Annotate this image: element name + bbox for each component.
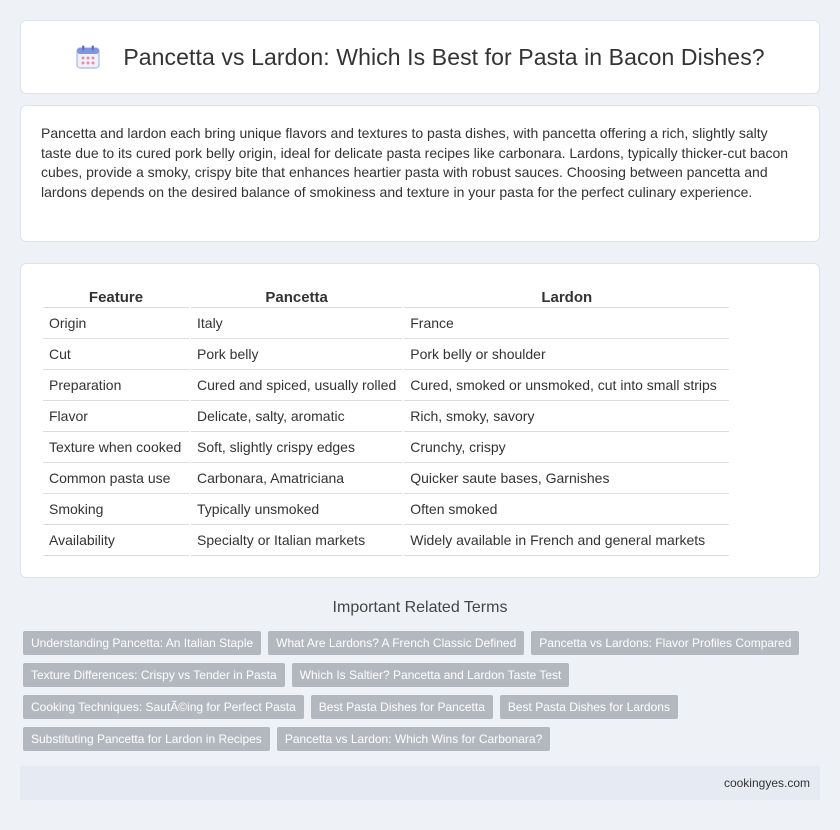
comparison-table: [41, 284, 731, 556]
table-cell: Italy: [191, 308, 402, 339]
related-terms-tags: [23, 631, 803, 759]
tag-row: [23, 727, 803, 751]
related-term-tag[interactable]: Which Is Saltier? Pancetta and Lardon Taste Test: [292, 663, 570, 687]
related-term-tag[interactable]: Pancetta vs Lardons: Flavor Profiles Compared: [531, 631, 799, 655]
related-term-tag[interactable]: Best Pasta Dishes for Lardons: [500, 695, 678, 719]
header-card: [20, 20, 820, 94]
related-term-tag[interactable]: Texture Differences: Crispy vs Tender in Pasta: [23, 663, 285, 687]
table-row: [43, 339, 729, 370]
table-cell: Pork belly or shoulder: [404, 339, 729, 370]
table-cell: Common pasta use: [43, 463, 189, 494]
related-term-tag[interactable]: Understanding Pancetta: An Italian Staple: [23, 631, 261, 655]
table-row: [43, 370, 729, 401]
table-cell: Cured, smoked or unsmoked, cut into small strips: [404, 370, 729, 401]
table-header-lardon: Lardon: [404, 284, 729, 308]
table-cell: Availability: [43, 525, 189, 556]
footer: [20, 766, 820, 800]
table-row: [43, 308, 729, 339]
table-header-row: [43, 284, 729, 308]
tag-row: [23, 631, 803, 655]
table-cell: France: [404, 308, 729, 339]
table-cell: Texture when cooked: [43, 432, 189, 463]
table-cell: Often smoked: [404, 494, 729, 525]
table-cell: Soft, slightly crispy edges: [191, 432, 402, 463]
table-cell: Typically unsmoked: [191, 494, 402, 525]
table-cell: Flavor: [43, 401, 189, 432]
table-cell: Origin: [43, 308, 189, 339]
related-term-tag[interactable]: Best Pasta Dishes for Pancetta: [311, 695, 493, 719]
related-term-tag[interactable]: Cooking Techniques: SautÃ©ing for Perfect Pasta: [23, 695, 304, 719]
table-cell: Carbonara, Amatriciana: [191, 463, 402, 494]
table-row: [43, 494, 729, 525]
table-cell: Cut: [43, 339, 189, 370]
table-cell: Rich, smoky, savory: [404, 401, 729, 432]
table-row: [43, 525, 729, 556]
table-cell: Delicate, salty, aromatic: [191, 401, 402, 432]
table-row: [43, 463, 729, 494]
table-cell: Widely available in French and general markets: [404, 525, 729, 556]
related-term-tag[interactable]: What Are Lardons? A French Classic Defined: [268, 631, 524, 655]
table-row: [43, 432, 729, 463]
page-title: Pancetta vs Lardon: Which Is Best for Pasta in Bacon Dishes?: [123, 43, 765, 70]
table-header-feature: Feature: [43, 284, 189, 308]
tag-row: [23, 663, 803, 687]
related-term-tag[interactable]: Substituting Pancetta for Lardon in Recipes: [23, 727, 270, 751]
intro-text: Pancetta and lardon each bring unique flavors and textures to pasta dishes, with pancetta offering a rich, slightly salty taste due to its cured pork belly origin, ideal for delicate pasta recipes like carbonara. Lardons, typically thicker-cut bacon cubes, provide a smoky, crispy bite that enhances heartier pasta with robust sauces. Choosing between pancetta and lardons depends on the desired balance of smokiness and texture in your pasta for the perfect culinary experience.: [41, 125, 789, 200]
tag-row: [23, 695, 803, 719]
table-cell: Preparation: [43, 370, 189, 401]
footer-site-name: cookingyes.com: [723, 776, 810, 790]
related-terms-title: Important Related Terms: [332, 599, 508, 616]
table-cell: Cured and spiced, usually rolled: [191, 370, 402, 401]
table-cell: Smoking: [43, 494, 189, 525]
table-cell: Specialty or Italian markets: [191, 525, 402, 556]
related-term-tag[interactable]: Pancetta vs Lardon: Which Wins for Carbonara?: [277, 727, 550, 751]
comparison-table-card: [20, 263, 820, 578]
table-cell: Quicker saute bases, Garnishes: [404, 463, 729, 494]
table-cell: Crunchy, crispy: [404, 432, 729, 463]
table-row: [43, 401, 729, 432]
calendar-icon: [75, 44, 101, 70]
table-cell: Pork belly: [191, 339, 402, 370]
table-header-pancetta: Pancetta: [191, 284, 402, 308]
intro-card: [20, 105, 820, 242]
